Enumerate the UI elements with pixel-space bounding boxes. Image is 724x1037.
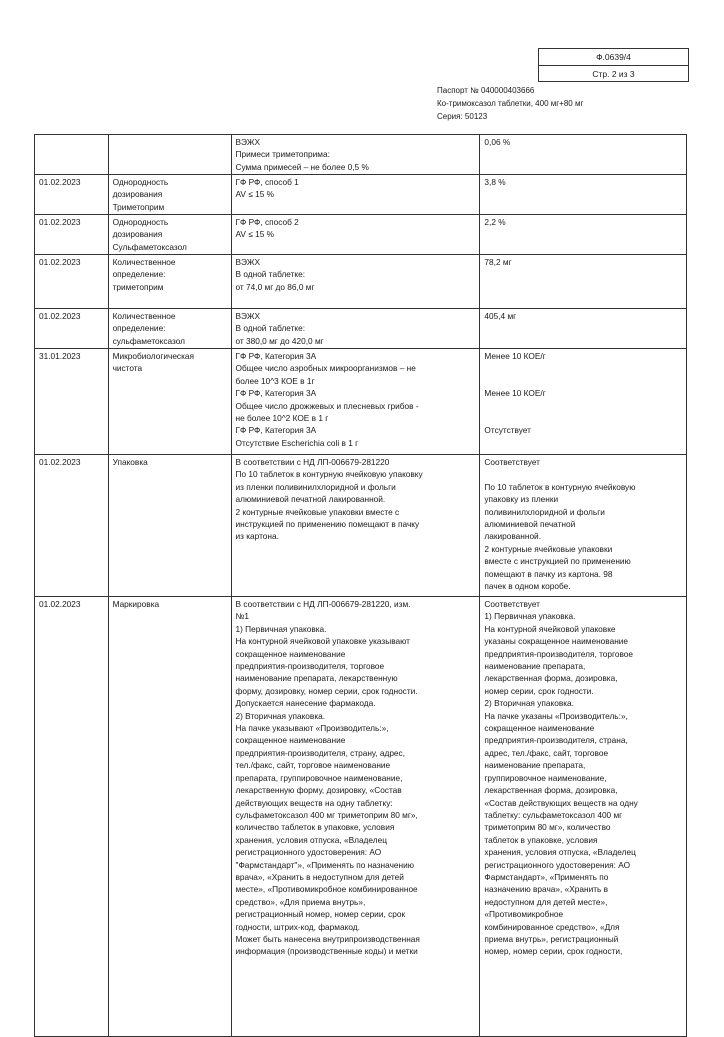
date-cell	[35, 349, 109, 455]
date-cell	[35, 135, 109, 175]
test-line: Количественное	[112, 311, 176, 321]
result-line: «Противомикробное	[484, 909, 564, 920]
test-line: чистота	[112, 363, 143, 374]
result-line: 1) Первичная упаковка.	[484, 611, 576, 622]
date-text: 01.02.2023	[39, 177, 81, 187]
date-cell	[35, 309, 109, 349]
result-cell	[480, 349, 687, 455]
test-cell	[108, 175, 231, 215]
passport-header	[437, 84, 583, 123]
page-number: Стр. 2 из 3	[592, 69, 635, 79]
method-line: регистрационный номер, номер серии, срок	[235, 909, 406, 920]
result-cell	[480, 135, 687, 175]
result-line: алюминиевой печатной	[484, 519, 576, 530]
test-cell	[108, 597, 231, 1037]
test-line: Микробиологическая	[112, 351, 195, 361]
result-line: лакированной.	[484, 531, 542, 542]
method-line: Примеси триметоприма:	[235, 149, 330, 160]
method-line: ГФ РФ, Категория 3А	[235, 388, 317, 399]
result-line: поливинилхлоридной и фольги	[484, 506, 605, 517]
method-line: тел./факс, сайт, торговое наименование	[235, 760, 391, 771]
test-cell	[108, 255, 231, 309]
test-line: Маркировка	[112, 599, 160, 609]
result-cell	[480, 215, 687, 255]
method-cell	[231, 455, 480, 597]
blank-line	[484, 375, 682, 387]
method-line: 1) Первичная упаковка.	[235, 623, 327, 634]
result-line: адрес, тел./факс, сайт, торговое	[484, 747, 609, 758]
result-line: Фармстандарт», «Применять по	[484, 871, 609, 882]
table-row	[35, 135, 687, 175]
method-line: от 74,0 мг до 86,0 мг	[235, 281, 315, 292]
test-line: дозирования	[112, 189, 163, 200]
result-line: 78,2 мг	[484, 257, 512, 267]
result-line: «Состав действующих веществ на одну	[484, 797, 638, 808]
method-line: более 10^3 КОЕ в 1г	[235, 375, 315, 386]
method-line: годности, штрих-код, фармакод.	[235, 921, 360, 932]
form-code-box	[538, 48, 689, 82]
method-line: Может быть нанесена внутрипроизводственная	[235, 933, 420, 944]
result-line: лекарственная форма, дозировка,	[484, 673, 618, 684]
blank-line	[484, 412, 682, 424]
result-cell	[480, 309, 687, 349]
blank-line	[484, 400, 682, 412]
result-line: вместе с инструкцией по применению	[484, 556, 631, 567]
result-cell	[480, 175, 687, 215]
method-line: №1	[235, 611, 250, 622]
method-line: ВЭЖХ	[235, 311, 261, 321]
method-line: информация (производственные коды) и метки	[235, 946, 418, 957]
method-line: регистрационного удостоверения: АО	[235, 847, 382, 858]
method-cell	[231, 255, 480, 309]
method-line: По 10 таблеток в контурную ячейковую упаковку	[235, 469, 423, 480]
test-line: определение:	[112, 323, 166, 334]
date-text: 01.02.2023	[39, 257, 81, 267]
result-line: На пачке указаны «Производитель:»,	[484, 710, 628, 721]
result-line: номер серии, срок годности.	[484, 685, 594, 696]
result-line: пачек в одном коробе.	[484, 581, 571, 592]
passport-number: Паспорт № 040000403666	[437, 86, 535, 95]
result-line: 405,4 мг	[484, 311, 517, 321]
result-line: По 10 таблеток в контурную ячейковую	[484, 481, 636, 492]
test-line: Сульфаметоксазол	[112, 241, 187, 252]
method-line: На контурной ячейковой упаковке указывают	[235, 636, 410, 647]
table-row	[35, 597, 687, 1037]
method-line: сокращенное наименование	[235, 735, 346, 746]
method-line: хранения, условия отпуска, «Владелец	[235, 834, 387, 845]
method-line: от 380,0 мг до 420,0 мг	[235, 335, 324, 346]
method-line: количество таблеток в упаковке, условия	[235, 822, 395, 833]
result-line: 2) Вторичная упаковка.	[484, 698, 574, 709]
result-line: Менее 10 КОЕ/г	[484, 351, 546, 361]
method-cell	[231, 349, 480, 455]
method-line: ГФ РФ, способ 2	[235, 217, 299, 227]
date-text: 01.02.2023	[39, 311, 81, 321]
result-line: 0,06 %	[484, 137, 511, 147]
method-line: ВЭЖХ	[235, 257, 261, 267]
result-cell	[480, 255, 687, 309]
date-text: 01.02.2023	[39, 599, 81, 609]
method-line: AV ≤ 15 %	[235, 229, 275, 240]
method-line: 2) Вторичная упаковка.	[235, 710, 326, 721]
date-text: 31.01.2023	[39, 351, 81, 361]
test-line: сульфаметоксазол	[112, 335, 186, 346]
method-line: На пачке указывают «Производитель:»,	[235, 723, 389, 734]
date-text: 01.02.2023	[39, 457, 81, 467]
method-line: 2 контурные ячейковые упаковки вместе с	[235, 506, 400, 517]
result-line: лекарственная форма, дозировка,	[484, 785, 618, 796]
method-line: действующих веществ на одну таблетку:	[235, 797, 393, 808]
method-line: В соответствии с НД ЛП-006679-281220, изм.	[235, 599, 411, 609]
table-row	[35, 455, 687, 597]
test-cell	[108, 349, 231, 455]
method-line: ВЭЖХ	[235, 137, 261, 147]
result-line: номер, номер серии, срок годности,	[484, 946, 623, 957]
method-line: форму, дозировку, номер серии, срок годности.	[235, 685, 418, 696]
method-line: "Фармстандарт"», «Применять по назначению	[235, 859, 414, 870]
method-line: предприятия-производителя, торговое	[235, 661, 385, 672]
date-text: 01.02.2023	[39, 217, 81, 227]
result-line: помещают в пачку из картона. 98	[484, 568, 613, 579]
result-line: недоступном для детей месте»,	[484, 896, 608, 907]
result-line: таблеток в упаковке, условия	[484, 834, 598, 845]
method-line: врача», «Хранить в недоступном для детей	[235, 871, 404, 882]
method-line: В одной таблетке:	[235, 323, 306, 334]
method-line: лекарственную форму, дозировку, «Состав	[235, 785, 402, 796]
test-cell	[108, 455, 231, 597]
method-line: AV ≤ 15 %	[235, 189, 275, 200]
method-line: препарата, группировочное наименование,	[235, 772, 403, 783]
result-line: 2 контурные ячейковые упаковки	[484, 543, 613, 554]
series-number: Серия: 50123	[437, 112, 488, 121]
table-row	[35, 175, 687, 215]
method-line: ГФ РФ, Категория 3А	[235, 425, 317, 436]
result-line: 2,2 %	[484, 217, 506, 227]
result-line: приема внутрь», регистрационный	[484, 933, 619, 944]
blank-line	[484, 362, 682, 374]
method-line: Общее число аэробных микроорганизмов – не	[235, 363, 416, 374]
method-line: сульфаметоксазол 400 мг триметоприм 80 мг»,	[235, 809, 418, 820]
table-row	[35, 309, 687, 349]
result-line: таблетку: сульфаметоксазол 400 мг	[484, 809, 623, 820]
blank-line	[484, 468, 682, 480]
date-cell	[35, 215, 109, 255]
result-line: упаковку из пленки	[484, 494, 559, 505]
test-line: дозирования	[112, 229, 163, 240]
method-cell	[231, 597, 480, 1037]
method-line: предприятия-производителя, страну, адрес,	[235, 747, 406, 758]
result-line: комбинированное средство», «Для	[484, 921, 620, 932]
method-line: не более 10^2 КОЕ в 1 г	[235, 413, 329, 424]
method-line: из картона.	[235, 531, 279, 542]
result-line: группировочное наименование,	[484, 772, 607, 783]
date-cell	[35, 597, 109, 1037]
test-cell	[108, 215, 231, 255]
result-line: наименование препарата,	[484, 760, 586, 771]
result-line: На контурной ячейковой упаковке	[484, 623, 616, 634]
result-line: наименование препарата,	[484, 661, 586, 672]
form-code: Ф.0639/4	[539, 49, 688, 66]
method-line: Допускается нанесение фармакода.	[235, 698, 376, 709]
table-row	[35, 255, 687, 309]
test-line: Однородность	[112, 177, 169, 187]
result-line: регистрационного удостоверения: АО	[484, 859, 631, 870]
test-cell	[108, 309, 231, 349]
result-line: Менее 10 КОЕ/г	[484, 388, 546, 399]
method-line: из пленки поливинилхлоридной и фольги	[235, 481, 396, 492]
product-name: Ко-тримоксазол таблетки, 400 мг+80 мг	[437, 99, 584, 108]
analysis-table	[34, 134, 687, 1037]
result-line: хранения, условия отпуска, «Владелец	[484, 847, 636, 858]
method-cell	[231, 135, 480, 175]
test-line: определение:	[112, 269, 166, 280]
method-cell	[231, 309, 480, 349]
test-line: Упаковка	[112, 457, 148, 467]
result-line: сокращенное наименование	[484, 723, 595, 734]
result-line: назначению врача», «Хранить в	[484, 884, 609, 895]
test-line: триметоприм	[112, 281, 164, 292]
result-line: Отсутствует	[484, 425, 531, 436]
result-cell	[480, 455, 687, 597]
result-line: указаны сокращенное наименование	[484, 636, 629, 647]
result-line: Соответствует	[484, 599, 540, 609]
result-line: предприятия-производителя, страна,	[484, 735, 628, 746]
test-line: Количественное	[112, 257, 176, 267]
method-line: сокращенное наименование	[235, 648, 346, 659]
method-line: В соответствии с НД ЛП-006679-281220	[235, 457, 390, 467]
method-line: ГФ РФ, Категория 3А	[235, 351, 317, 361]
date-cell	[35, 455, 109, 597]
method-cell	[231, 175, 480, 215]
result-line: предприятия-производителя, торговое	[484, 648, 634, 659]
result-cell	[480, 597, 687, 1037]
method-line: Сумма примесей – не более 0,5 %	[235, 161, 369, 172]
result-line: 3,8 %	[484, 177, 506, 187]
method-line: средство», «Для приема внутрь»,	[235, 896, 366, 907]
date-cell	[35, 255, 109, 309]
result-line: триметоприм 80 мг», количество	[484, 822, 611, 833]
method-line: месте», «Противомикробное комбинированное	[235, 884, 418, 895]
method-line: В одной таблетке:	[235, 269, 306, 280]
test-line: Триметоприм	[112, 201, 165, 212]
table-row	[35, 215, 687, 255]
test-line: Однородность	[112, 217, 169, 227]
result-line: Соответствует	[484, 457, 540, 467]
table-row	[35, 349, 687, 455]
method-line: Общее число дрожжевых и плесневых грибов -	[235, 400, 419, 411]
method-cell	[231, 215, 480, 255]
date-cell	[35, 175, 109, 215]
test-cell	[108, 135, 231, 175]
method-line: ГФ РФ, способ 1	[235, 177, 299, 187]
method-line: инструкцией по применению помещают в пачку	[235, 519, 420, 530]
method-line: алюминиевой печатной лакированной.	[235, 494, 386, 505]
method-line: Отсутствие Escherichia coli в 1 г	[235, 437, 359, 448]
method-line: наименование препарата, лекарственную	[235, 673, 398, 684]
